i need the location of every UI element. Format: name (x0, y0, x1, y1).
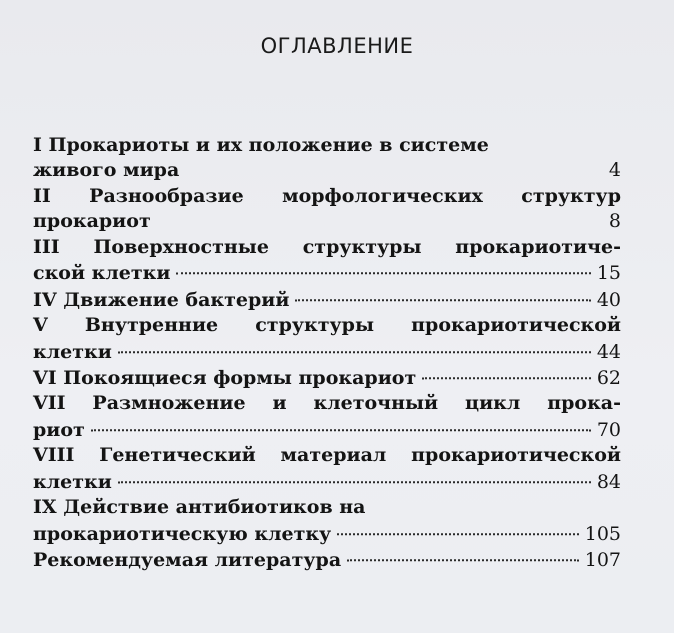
toc-entry-title-cont: живого мира (33, 159, 180, 182)
toc-entry-4[interactable] (33, 287, 621, 314)
toc-entry-title-cont: клетки (33, 340, 112, 363)
leader-dots (118, 334, 591, 353)
toc-entry-6[interactable] (33, 365, 621, 392)
toc-entry-title-cont: ской клетки (33, 262, 171, 285)
toc-entry-3[interactable] (33, 235, 621, 287)
toc-entry-1[interactable] (33, 133, 621, 184)
toc-entry-title: IX Действие антибиотиков на (33, 496, 366, 519)
toc-entry-9[interactable] (33, 495, 621, 547)
toc-entry-title: VI Покоящиеся формы прокариот (33, 367, 417, 390)
toc-page-number: 44 (596, 340, 621, 363)
leader-dots (337, 516, 579, 535)
toc-entry-title-cont: прокариотическую клетку (33, 522, 332, 545)
toc-entry-8[interactable] (33, 443, 621, 495)
toc-page-number: 105 (584, 522, 621, 545)
toc-entry-title: III Поверхностные структуры прокариотиче- (33, 235, 621, 258)
toc-page-number: 107 (584, 549, 621, 572)
leader-dots (295, 282, 590, 301)
table-of-contents (33, 133, 621, 574)
toc-entry-5[interactable] (33, 313, 621, 365)
toc-entry-2[interactable] (33, 184, 621, 235)
leader-dots (157, 205, 603, 222)
toc-entry-title: IV Движение бактерий (33, 288, 290, 311)
leader-dots (422, 360, 591, 379)
toc-page-number: 8 (608, 210, 621, 233)
leader-dots (91, 412, 591, 431)
toc-entry-title: Рекомендуемая литература (33, 549, 342, 572)
leader-dots (118, 464, 591, 483)
toc-page-number: 84 (596, 470, 621, 493)
toc-entry-title: I Прокариоты и их положение в системе (33, 134, 489, 156)
toc-entry-title: VIII Генетический материал прокариотической (33, 444, 621, 467)
toc-entry-title-cont: клетки (33, 470, 112, 493)
leader-dots (185, 155, 603, 172)
toc-entry-title: II Разнообразие морфологических структур (33, 184, 621, 207)
toc-entry-title-cont: риот (33, 418, 85, 441)
toc-entry-title: VII Размножение и клеточный цикл прока- (33, 392, 621, 415)
leader-dots (176, 255, 590, 274)
toc-entry-7[interactable] (33, 391, 621, 443)
toc-entry-title-cont: прокариот (33, 210, 151, 233)
toc-page-number: 15 (596, 262, 621, 285)
toc-page-number: 70 (596, 418, 621, 441)
toc-page-number: 4 (608, 159, 621, 182)
toc-entry-10[interactable] (33, 547, 621, 574)
toc-heading: ОГЛАВЛЕНИЕ (260, 34, 414, 58)
toc-page-number: 62 (596, 367, 621, 390)
leader-dots (347, 542, 579, 561)
toc-page-number: 40 (596, 288, 621, 311)
toc-entry-title: V Внутренние структуры прокариотической (33, 314, 621, 337)
